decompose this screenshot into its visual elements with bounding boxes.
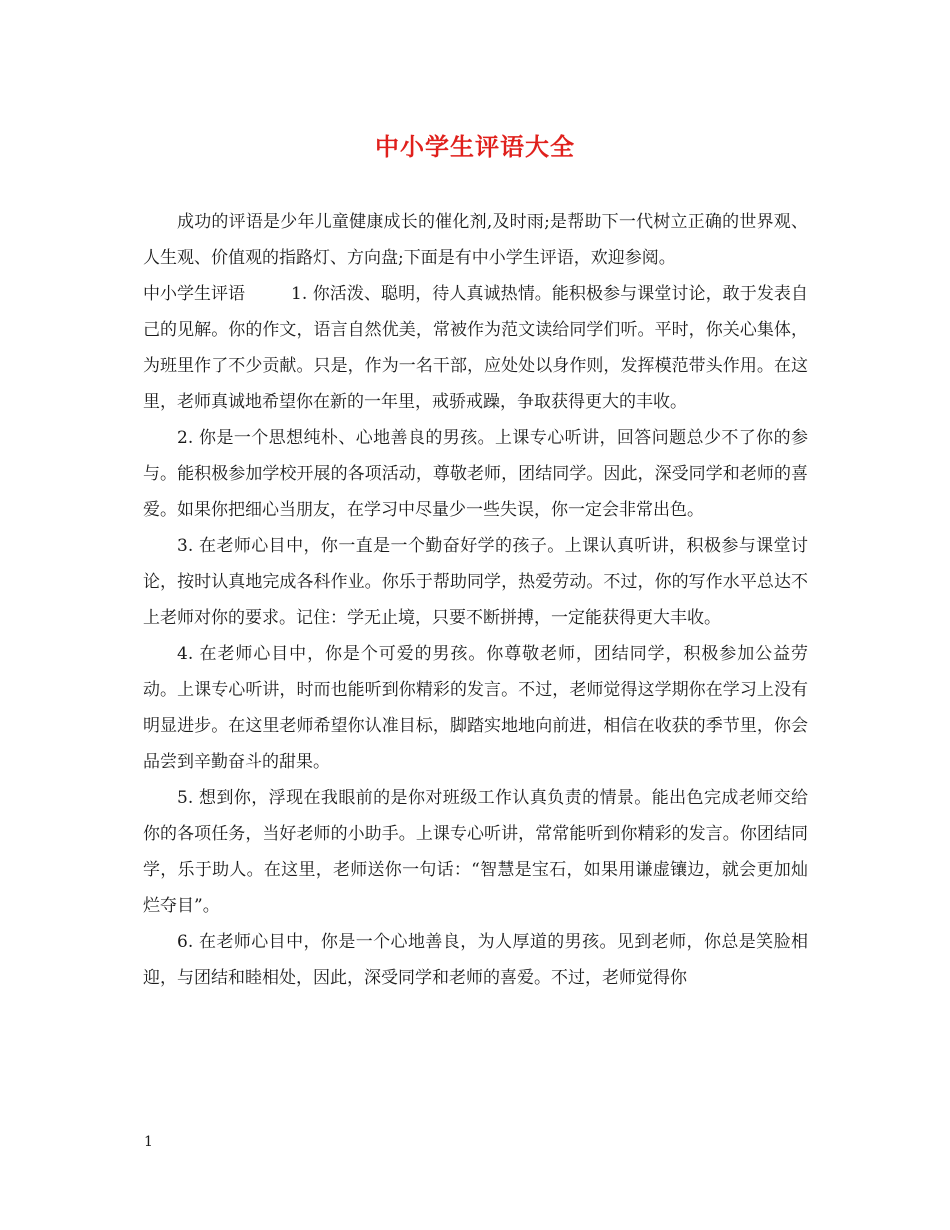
comment-paragraph-3: 3. 在老师心目中，你一直是一个勤奋好学的孩子。上课认真听讲，积极参与课堂讨论，按时认真地完成各科作业。你乐于帮助同学，热爱劳动。不过，你的写作水平总达不上老师对你的要求。记住：学无止境，只要不断拼搏，一定能获得更大丰收。 [143, 536, 808, 628]
comment-paragraph-6: 6. 在老师心目中，你是一个心地善良，为人厚道的男孩。见到老师，你总是笑脸相迎，与团结和睦相处，因此，深受同学和老师的喜爱。不过，老师觉得你 [143, 932, 808, 988]
page-number: 1 [144, 1134, 153, 1150]
section-label: 中小学生评语 [143, 284, 245, 304]
document-body [143, 204, 808, 996]
comment-paragraph-5: 5. 想到你，浮现在我眼前的是你对班级工作认真负责的情景。能出色完成老师交给你的各项任务，当好老师的小助手。上课专心听讲，常常能听到你精彩的发言。你团结同学，乐于助人。在这里，老师送你一句话：“智慧是宝石，如果用谦虚镶边，就会更加灿烂夺目”。 [143, 788, 808, 916]
page-title: 中小学生评语大全 [375, 132, 575, 161]
comment-paragraph-1 [143, 276, 808, 420]
comment-text-1: 1. 你活泼、聪明，待人真诚热情。能积极参与课堂讨论，敢于发表自己的见解。你的作文，语言自然优美，常被作为范文读给同学们听。平时，你关心集体，为班里作了不少贡献。只是，作为一名干部，应处处以身作则，发挥模范带头作用。在这里，老师真诚地希望你在新的一年里，戒骄戒躁，争取获得更大的丰收。 [143, 284, 808, 412]
comment-paragraph-2: 2. 你是一个思想纯朴、心地善良的男孩。上课专心听讲，回答问题总少不了你的参与。能积极参加学校开展的各项活动，尊敬老师，团结同学。因此，深受同学和老师的喜爱。如果你把细心当朋友，在学习中尽量少一些失误，你一定会非常出色。 [143, 428, 808, 520]
comment-paragraph-4: 4. 在老师心目中，你是个可爱的男孩。你尊敬老师，团结同学，积极参加公益劳动。上课专心听讲，时而也能听到你精彩的发言。不过，老师觉得这学期你在学习上没有明显进步。在这里老师希望你认准目标，脚踏实地地向前进，相信在收获的季节里，你会品尝到辛勤奋斗的甜果。 [143, 644, 808, 772]
intro-paragraph: 成功的评语是少年儿童健康成长的催化剂,及时雨;是帮助下一代树立正确的世界观、人生观、价值观的指路灯、方向盘;下面是有中小学生评语，欢迎参阅。 [143, 212, 808, 268]
